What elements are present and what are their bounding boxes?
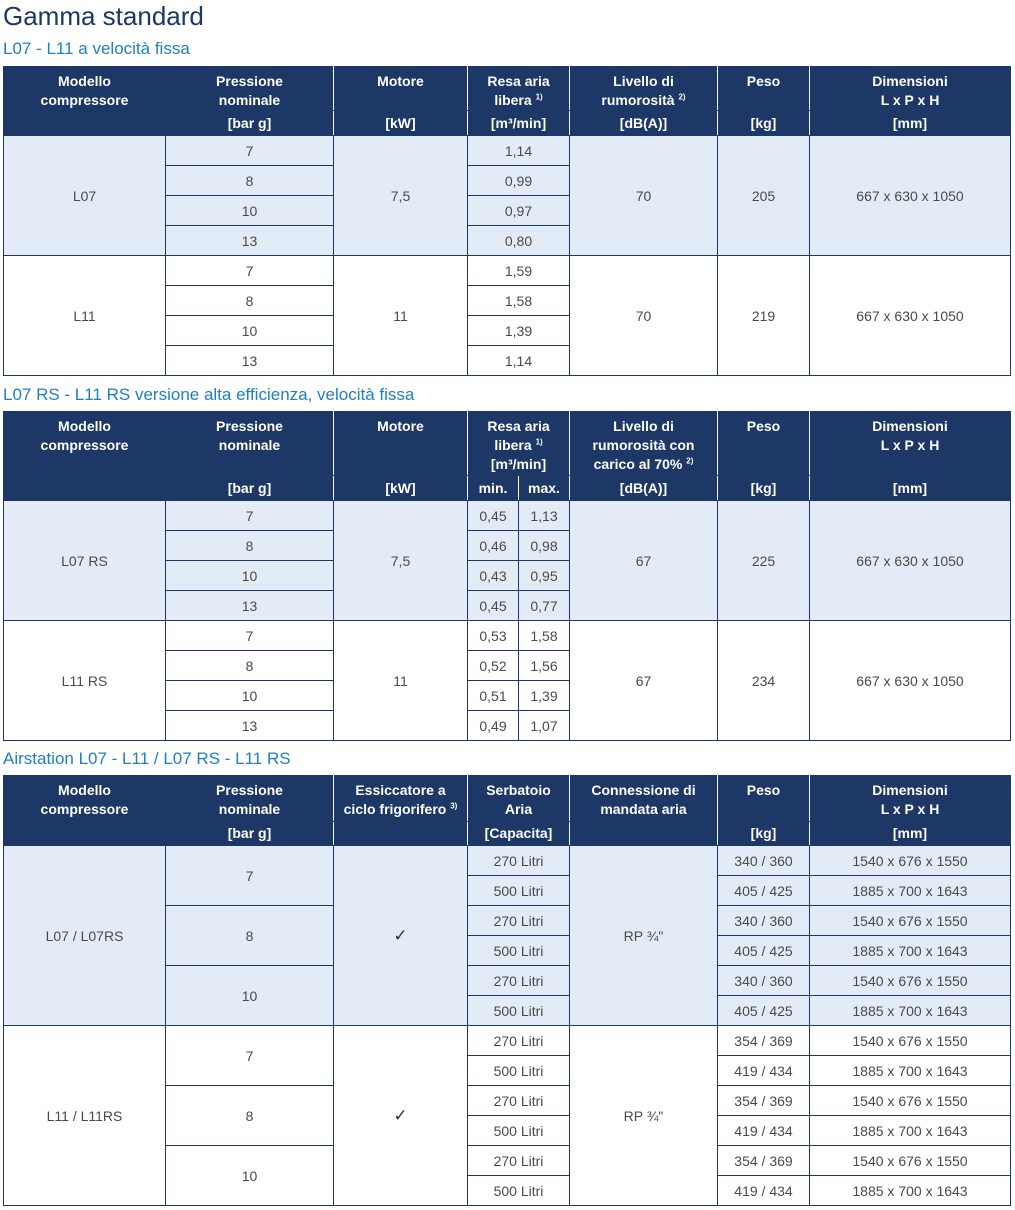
- cell-weight: 419 / 434: [718, 1116, 810, 1146]
- model-group-l07-airstation: [4, 846, 1011, 1026]
- cell-model: L07 / L07RS: [4, 846, 166, 1026]
- cell-tank: 500 Litri: [468, 1056, 570, 1086]
- cell-pressure: 13: [166, 346, 334, 376]
- cell-pressure: 10: [166, 316, 334, 346]
- cell-pressure: 7: [166, 621, 334, 651]
- cell-tank: 500 Litri: [468, 1116, 570, 1146]
- cell-air-max: 0,98: [519, 531, 570, 561]
- cell-tank: 270 Litri: [468, 906, 570, 936]
- header-weight-unit: [kg]: [718, 476, 810, 501]
- cell-air-delivery: 0,80: [468, 226, 570, 256]
- cell-dimensions: 1540 x 676 x 1550: [810, 1026, 1011, 1056]
- header-model: Modello compressore: [4, 412, 166, 476]
- header-dryer: Essiccatore a ciclo frigorifero $^{3)}$: [334, 776, 468, 822]
- cell-weight: 340 / 360: [718, 906, 810, 936]
- header-dimensions: Dimensioni L x P x H: [810, 412, 1011, 476]
- model-group-l07-rs: [4, 501, 1011, 621]
- cell-tank: 270 Litri: [468, 846, 570, 876]
- model-group-l07: [4, 136, 1011, 256]
- cell-dimensions: 667 x 630 x 1050: [810, 136, 1011, 256]
- cell-weight: 205: [718, 136, 810, 256]
- spec-table-airstation: [3, 775, 1011, 1206]
- header-pressure: Pressione nominale: [166, 776, 334, 822]
- header-model-unit: [4, 822, 166, 846]
- cell-air-max: 0,77: [519, 591, 570, 621]
- header-pressure-unit: [bar g]: [166, 822, 334, 846]
- cell-motor: 11: [334, 621, 468, 741]
- cell-tank: 500 Litri: [468, 936, 570, 966]
- cell-air-delivery: 1,39: [468, 316, 570, 346]
- cell-air-min: 0,53: [468, 621, 519, 651]
- header-weight-unit: [kg]: [718, 111, 810, 136]
- cell-air-max: 1,13: [519, 501, 570, 531]
- cell-tank: 500 Litri: [468, 1176, 570, 1206]
- cell-air-max: 1,58: [519, 621, 570, 651]
- table-header: [4, 67, 1011, 136]
- header-weight: Peso: [718, 412, 810, 476]
- cell-pressure: 8: [166, 286, 334, 316]
- cell-air-min: 0,43: [468, 561, 519, 591]
- cell-motor: 11: [334, 256, 468, 376]
- cell-dimensions: 1885 x 700 x 1643: [810, 996, 1011, 1026]
- cell-pressure: 13: [166, 711, 334, 741]
- cell-weight: 354 / 369: [718, 1026, 810, 1056]
- cell-dimensions: 1885 x 700 x 1643: [810, 936, 1011, 966]
- section-title: Airstation L07 - L11 / L07 RS - L11 RS: [3, 749, 291, 768]
- spec-table-fixed-speed: [3, 66, 1011, 376]
- header-air-unit: [m³/min]: [468, 111, 570, 136]
- cell-model: L07: [4, 136, 166, 256]
- cell-dimensions: 1540 x 676 x 1550: [810, 966, 1011, 996]
- cell-tank: 500 Litri: [468, 876, 570, 906]
- cell-model: L11 / L11RS: [4, 1026, 166, 1206]
- table-header: [4, 776, 1011, 846]
- cell-pressure: 10: [166, 196, 334, 226]
- cell-air-min: 0,49: [468, 711, 519, 741]
- cell-tank: 270 Litri: [468, 1146, 570, 1176]
- header-noise-unit: [dB(A)]: [570, 111, 718, 136]
- header-weight: Peso: [718, 67, 810, 111]
- header-pressure: Pressione nominale: [166, 412, 334, 476]
- header-connection: Connessione di mandata aria: [570, 776, 718, 846]
- header-weight: Peso: [718, 776, 810, 822]
- cell-pressure: 7: [166, 1026, 334, 1086]
- cell-pressure: 7: [166, 501, 334, 531]
- cell-dimensions: 1885 x 700 x 1643: [810, 876, 1011, 906]
- cell-weight: 354 / 369: [718, 1146, 810, 1176]
- cell-motor: 7,5: [334, 501, 468, 621]
- cell-dimensions: 667 x 630 x 1050: [810, 621, 1011, 741]
- cell-weight: 219: [718, 256, 810, 376]
- cell-pressure: 7: [166, 846, 334, 906]
- header-model: Modello compressore: [4, 67, 166, 111]
- cell-weight: 225: [718, 501, 810, 621]
- page-title: Gamma standard: [3, 1, 204, 31]
- cell-connection: RP ¾": [570, 846, 718, 1026]
- cell-air-min: 0,52: [468, 651, 519, 681]
- cell-air-max: 1,56: [519, 651, 570, 681]
- header-motor-unit: [kW]: [334, 111, 468, 136]
- cell-tank: 270 Litri: [468, 966, 570, 996]
- cell-weight: 234: [718, 621, 810, 741]
- cell-air-min: 0,45: [468, 591, 519, 621]
- header-motor: Motore: [334, 67, 468, 111]
- cell-air-min: 0,46: [468, 531, 519, 561]
- cell-weight: 405 / 425: [718, 936, 810, 966]
- cell-pressure: 8: [166, 166, 334, 196]
- cell-weight: 405 / 425: [718, 996, 810, 1026]
- header-motor: Motore: [334, 412, 468, 476]
- table-header: [4, 412, 1011, 501]
- cell-dimensions: 1540 x 676 x 1550: [810, 846, 1011, 876]
- header-pressure-unit: [bar g]: [166, 111, 334, 136]
- header-dryer-unit: [334, 822, 468, 846]
- cell-weight: 340 / 360: [718, 966, 810, 996]
- cell-noise: 67: [570, 621, 718, 741]
- header-air-delivery: Resa aria libera $^{1)}$: [468, 67, 570, 111]
- cell-weight: 419 / 434: [718, 1056, 810, 1086]
- header-noise-level: Livello di rumorosità con carico al 70% $^{2)}$: [570, 412, 718, 476]
- cell-pressure: 7: [166, 136, 334, 166]
- cell-dimensions: 667 x 630 x 1050: [810, 501, 1011, 621]
- cell-pressure: 8: [166, 1086, 334, 1146]
- header-dimensions-unit: [mm]: [810, 111, 1011, 136]
- header-dimensions: Dimensioni L x P x H: [810, 776, 1011, 822]
- cell-model: L11 RS: [4, 621, 166, 741]
- header-air-max: max.: [519, 476, 570, 501]
- cell-noise: 70: [570, 256, 718, 376]
- cell-weight: 419 / 434: [718, 1176, 810, 1206]
- section-title: L07 - L11 a velocità fissa: [3, 39, 190, 58]
- header-pressure-unit: [bar g]: [166, 476, 334, 501]
- cell-dimensions: 667 x 630 x 1050: [810, 256, 1011, 376]
- cell-air-min: 0,45: [468, 501, 519, 531]
- cell-air-max: 0,95: [519, 561, 570, 591]
- cell-connection: RP ¾": [570, 1026, 718, 1206]
- cell-air-delivery: 0,97: [468, 196, 570, 226]
- header-dimensions: Dimensioni L x P x H: [810, 67, 1011, 111]
- cell-dimensions: 1540 x 676 x 1550: [810, 1086, 1011, 1116]
- cell-weight: 354 / 369: [718, 1086, 810, 1116]
- cell-pressure: 10: [166, 1146, 334, 1206]
- header-model: Modello compressore: [4, 776, 166, 822]
- cell-dimensions: 1540 x 676 x 1550: [810, 906, 1011, 936]
- cell-dimensions: 1540 x 676 x 1550: [810, 1146, 1011, 1176]
- cell-air-delivery: 1,14: [468, 346, 570, 376]
- cell-weight: 340 / 360: [718, 846, 810, 876]
- cell-dimensions: 1885 x 700 x 1643: [810, 1116, 1011, 1146]
- cell-air-max: 1,39: [519, 681, 570, 711]
- cell-pressure: 8: [166, 906, 334, 966]
- section-title: L07 RS - L11 RS versione alta efficienza, velocità fissa: [3, 385, 415, 404]
- cell-air-min: 0,51: [468, 681, 519, 711]
- cell-pressure: 7: [166, 256, 334, 286]
- cell-model: L07 RS: [4, 501, 166, 621]
- cell-motor: 7,5: [334, 136, 468, 256]
- cell-dimensions: 1885 x 700 x 1643: [810, 1056, 1011, 1086]
- cell-pressure: 13: [166, 226, 334, 256]
- model-group-l11-rs: [4, 621, 1011, 741]
- cell-air-delivery: 1,58: [468, 286, 570, 316]
- header-motor-unit: [kW]: [334, 476, 468, 501]
- header-air-delivery: Resa aria libera $^{1)}$ [m³/min]: [468, 412, 570, 476]
- cell-pressure: 8: [166, 531, 334, 561]
- cell-pressure: 10: [166, 681, 334, 711]
- cell-air-delivery: 1,14: [468, 136, 570, 166]
- check-icon: ✓: [334, 846, 468, 1026]
- spec-table-high-efficiency: [3, 411, 1011, 741]
- cell-air-delivery: 1,59: [468, 256, 570, 286]
- cell-pressure: 10: [166, 561, 334, 591]
- cell-pressure: 13: [166, 591, 334, 621]
- cell-tank: 500 Litri: [468, 996, 570, 1026]
- cell-dimensions: 1885 x 700 x 1643: [810, 1176, 1011, 1206]
- model-group-l11: [4, 256, 1011, 376]
- cell-weight: 405 / 425: [718, 876, 810, 906]
- header-dimensions-unit: [mm]: [810, 822, 1011, 846]
- header-tank: Serbatoio Aria: [468, 776, 570, 822]
- cell-air-delivery: 0,99: [468, 166, 570, 196]
- header-noise-level: Livello di rumorosità $^{2)}$: [570, 67, 718, 111]
- header-tank-unit: [Capacita]: [468, 822, 570, 846]
- header-air-min: min.: [468, 476, 519, 501]
- cell-air-max: 1,07: [519, 711, 570, 741]
- cell-noise: 70: [570, 136, 718, 256]
- header-model-unit: [4, 111, 166, 136]
- header-weight-unit: [kg]: [718, 822, 810, 846]
- cell-tank: 270 Litri: [468, 1086, 570, 1116]
- header-noise-unit: [dB(A)]: [570, 476, 718, 501]
- cell-model: L11: [4, 256, 166, 376]
- header-model-unit: [4, 476, 166, 501]
- cell-noise: 67: [570, 501, 718, 621]
- cell-tank: 270 Litri: [468, 1026, 570, 1056]
- cell-pressure: 8: [166, 651, 334, 681]
- header-pressure: Pressione nominale: [166, 67, 334, 111]
- header-dimensions-unit: [mm]: [810, 476, 1011, 501]
- model-group-l11-airstation: [4, 1026, 1011, 1206]
- check-icon: ✓: [334, 1026, 468, 1206]
- cell-pressure: 10: [166, 966, 334, 1026]
